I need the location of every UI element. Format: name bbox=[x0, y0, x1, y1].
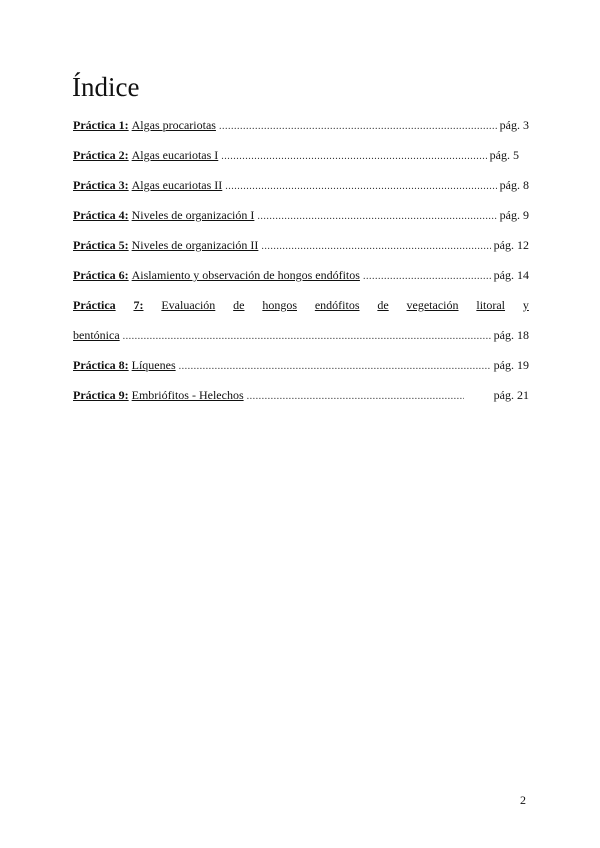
toc-entry-title-word: de bbox=[233, 298, 245, 312]
dot-leader bbox=[219, 119, 497, 134]
toc-entry-label: Práctica 4: bbox=[73, 208, 129, 222]
dot-leader bbox=[225, 179, 496, 194]
toc-entry-page: pág. 9 bbox=[499, 208, 529, 222]
toc-entry-label: Práctica 6: bbox=[73, 268, 129, 282]
toc-entry-label-word: 7: bbox=[133, 298, 144, 312]
toc-entry-title-word: Evaluación bbox=[161, 298, 216, 312]
toc-entry-title-word: vegetación bbox=[406, 298, 459, 312]
dot-leader bbox=[221, 149, 486, 164]
toc-entry-title-word: de bbox=[377, 298, 389, 312]
toc-entry-7-line-1[interactable] bbox=[73, 298, 529, 313]
dot-leader bbox=[257, 209, 496, 224]
dot-leader bbox=[261, 239, 490, 254]
toc-entry-7-line-2[interactable] bbox=[73, 328, 529, 343]
toc-entry-page: pág. 21 bbox=[493, 388, 529, 402]
toc-entry-title-word: y bbox=[522, 298, 529, 312]
toc-entry-title: Algas eucariotas II bbox=[131, 178, 223, 192]
toc-entry-5[interactable] bbox=[73, 238, 529, 253]
dot-leader bbox=[123, 329, 491, 344]
toc-entry-9[interactable] bbox=[73, 388, 529, 403]
toc-entry-page: pág. 14 bbox=[493, 268, 529, 282]
toc-entry-label: Práctica 9: bbox=[73, 388, 129, 402]
page-title: Índice bbox=[72, 72, 140, 102]
toc-entry-page: pág. 8 bbox=[499, 178, 529, 192]
toc-entry-title: bentónica bbox=[73, 328, 120, 342]
toc-entry-page: pág. 18 bbox=[493, 328, 529, 342]
toc-entry-title: Niveles de organización II bbox=[131, 238, 259, 252]
toc-entry-label: Práctica 3: bbox=[73, 178, 129, 192]
toc-entry-label: Práctica 2: bbox=[73, 148, 129, 162]
table-of-contents bbox=[73, 118, 529, 403]
toc-entry-6[interactable] bbox=[73, 268, 529, 283]
toc-entry-title: Algas procariotas bbox=[131, 118, 216, 132]
page-number: 2 bbox=[520, 793, 526, 807]
toc-entry-title-word: hongos bbox=[262, 298, 297, 312]
toc-entry-label: Práctica 5: bbox=[73, 238, 129, 252]
dot-leader bbox=[247, 389, 464, 404]
toc-entry-label-word: Práctica bbox=[73, 298, 116, 312]
toc-entry-title: Algas eucariotas I bbox=[131, 148, 219, 162]
toc-entry-8[interactable] bbox=[73, 358, 529, 373]
toc-entry-title-word: litoral bbox=[476, 298, 506, 312]
toc-entry-2[interactable] bbox=[73, 148, 529, 163]
toc-entry-title: Aislamiento y observación de hongos endófitos bbox=[131, 268, 360, 282]
toc-entry-title: Niveles de organización I bbox=[131, 208, 255, 222]
toc-entry-title: Embriófitos - Helechos bbox=[131, 388, 244, 402]
toc-entry-4[interactable] bbox=[73, 208, 529, 223]
dot-leader bbox=[363, 269, 491, 284]
toc-entry-title: Líquenes bbox=[131, 358, 176, 372]
toc-entry-page: pág. 5 bbox=[489, 148, 519, 162]
toc-entry-label: Práctica 8: bbox=[73, 358, 129, 372]
toc-entry-3[interactable] bbox=[73, 178, 529, 193]
toc-entry-label: Práctica 1: bbox=[73, 118, 129, 132]
toc-entry-page: pág. 19 bbox=[493, 358, 529, 372]
toc-entry-page: pág. 3 bbox=[499, 118, 529, 132]
toc-entry-title-word: endófitos bbox=[314, 298, 360, 312]
toc-entry-page: pág. 12 bbox=[493, 238, 529, 252]
toc-entry-1[interactable] bbox=[73, 118, 529, 133]
dot-leader bbox=[179, 359, 491, 374]
